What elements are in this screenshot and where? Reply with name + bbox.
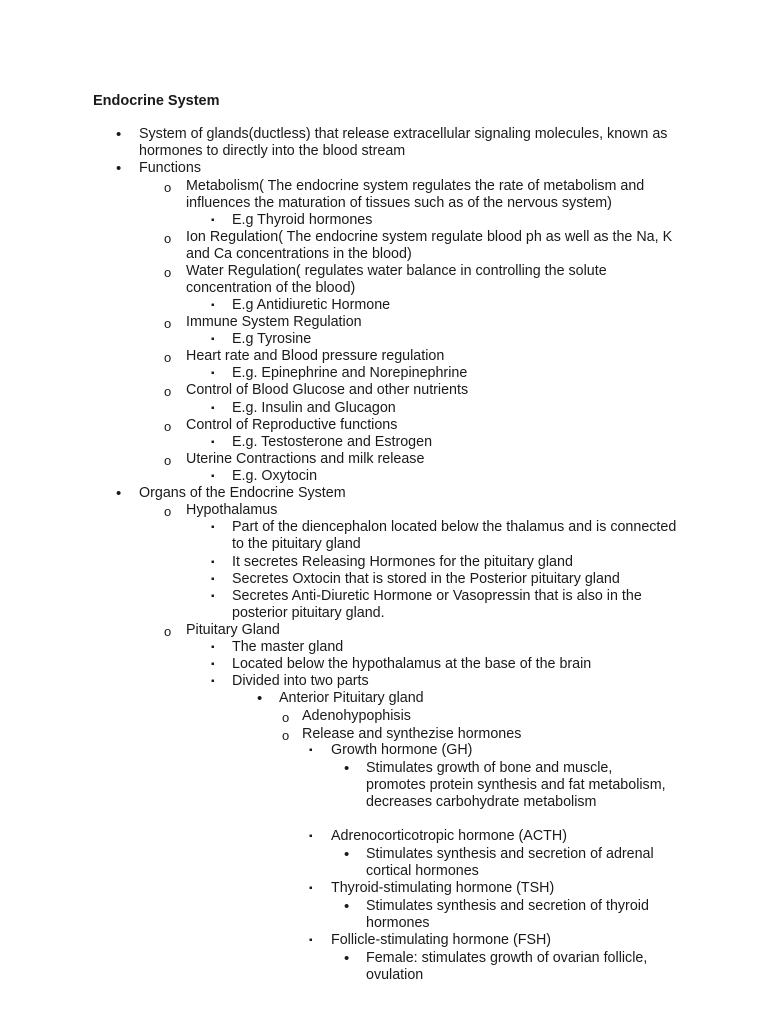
list-item <box>164 622 681 639</box>
list-item <box>211 519 680 553</box>
bullet-dot-icon: • <box>344 898 350 915</box>
list-item-text: The master gland <box>232 639 344 655</box>
list-item <box>344 760 666 811</box>
list-item-text: Adrenocorticotropic hormone (ACTH) <box>331 828 567 844</box>
list-item <box>164 229 681 263</box>
list-item <box>164 451 681 468</box>
bullet-circle-icon: o <box>282 710 290 725</box>
list-item <box>211 365 680 382</box>
list-item <box>309 828 631 845</box>
list-item <box>116 160 679 177</box>
list-item-text: Divided into two parts <box>232 673 369 689</box>
bullet-square-icon: ▪ <box>309 935 313 946</box>
list-item <box>211 468 680 485</box>
list-item <box>211 656 680 673</box>
bullet-dot-icon: • <box>344 846 350 863</box>
list-item-text: Water Regulation( regulates water balance in controlling the solute concentration of the blood) <box>186 263 607 296</box>
list-item <box>116 485 679 502</box>
list-item-text: Uterine Contractions and milk release <box>186 451 425 467</box>
list-item-text: Adenohypophisis <box>302 708 411 724</box>
bullet-square-icon: ▪ <box>211 403 215 414</box>
list-item <box>211 400 680 417</box>
list-item-text: Part of the diencephalon located below the thalamus and is connected to the pituitary gland <box>232 519 677 552</box>
list-item-text: Heart rate and Blood pressure regulation <box>186 348 445 364</box>
bullet-square-icon: ▪ <box>211 437 215 448</box>
list-item-text: Metabolism( The endocrine system regulates the rate of metabolism and influences the maturation of tissues such as of the nervous system) <box>186 178 645 211</box>
list-item <box>164 314 681 331</box>
list-item-text: E.g Antidiuretic Hormone <box>232 297 391 313</box>
bullet-circle-icon: o <box>164 265 172 280</box>
list-item <box>164 178 681 212</box>
list-item <box>211 331 680 348</box>
bullet-circle-icon: o <box>164 350 172 365</box>
list-item <box>164 263 681 297</box>
bullet-circle-icon: o <box>164 624 172 639</box>
bullet-square-icon: ▪ <box>211 368 215 379</box>
bullet-square-icon: ▪ <box>211 659 215 670</box>
list-item-text: Secretes Anti-Diuretic Hormone or Vasopressin that is also in the posterior pituitary gland. <box>232 588 642 621</box>
bullet-square-icon: ▪ <box>309 831 313 842</box>
list-item-text: It secretes Releasing Hormones for the pituitary gland <box>232 554 573 570</box>
list-item-text: Female: stimulates growth of ovarian follicle, ovulation <box>366 950 648 983</box>
list-item <box>164 382 681 399</box>
list-item <box>211 639 680 656</box>
list-item-text: Located below the hypothalamus at the base of the brain <box>232 656 592 672</box>
bullet-square-icon: ▪ <box>211 591 215 602</box>
bullet-square-icon: ▪ <box>211 557 215 568</box>
list-item-text: Hypothalamus <box>186 502 278 518</box>
list-item <box>211 434 680 451</box>
list-item <box>164 502 681 519</box>
list-item <box>309 880 631 897</box>
list-item-text: Stimulates synthesis and secretion of adrenal cortical hormones <box>366 846 654 879</box>
bullet-dot-icon: • <box>344 760 350 777</box>
list-item-text: Organs of the Endocrine System <box>139 485 346 501</box>
list-item-text: Stimulates growth of bone and muscle, promotes protein synthesis and fat metabolism, decreases carbohydrate metabolism <box>366 760 666 810</box>
bullet-dot-icon: • <box>257 690 263 707</box>
list-item <box>164 417 681 434</box>
list-item-text: Secretes Oxtocin that is stored in the Posterior pituitary gland <box>232 571 620 587</box>
list-item <box>211 673 680 690</box>
bullet-square-icon: ▪ <box>309 883 313 894</box>
list-item <box>282 708 602 725</box>
bullet-circle-icon: o <box>282 728 290 743</box>
list-item-text: System of glands(ductless) that release extracellular signaling molecules, known as hormones to directly into the blood stream <box>139 126 668 159</box>
list-item-text: E.g. Oxytocin <box>232 468 318 484</box>
list-item <box>211 554 680 571</box>
bullet-dot-icon: • <box>116 160 122 177</box>
list-item <box>309 932 631 949</box>
list-item-text: Functions <box>139 160 201 176</box>
bullet-circle-icon: o <box>164 384 172 399</box>
list-item-text: Release and synthezise hormones <box>302 726 522 742</box>
list-item-text: Control of Reproductive functions <box>186 417 398 433</box>
bullet-square-icon: ▪ <box>211 471 215 482</box>
list-item-text: Stimulates synthesis and secretion of thyroid hormones <box>366 898 649 931</box>
list-item-text: E.g. Epinephrine and Norepinephrine <box>232 365 468 381</box>
bullet-circle-icon: o <box>164 316 172 331</box>
bullet-circle-icon: o <box>164 180 172 195</box>
list-item <box>211 297 680 314</box>
list-item-text: Control of Blood Glucose and other nutrients <box>186 382 469 398</box>
list-item <box>211 212 680 229</box>
list-item <box>211 588 680 622</box>
list-item-text: Follicle-stimulating hormone (FSH) <box>331 932 552 948</box>
bullet-square-icon: ▪ <box>211 522 215 533</box>
list-item-text: Growth hormone (GH) <box>331 742 473 758</box>
list-item-text: Thyroid-stimulating hormone (TSH) <box>331 880 555 896</box>
list-item-text: Pituitary Gland <box>186 622 280 638</box>
list-item <box>344 898 666 932</box>
list-item-text: Immune System Regulation <box>186 314 362 330</box>
bullet-dot-icon: • <box>344 950 350 967</box>
bullet-circle-icon: o <box>164 504 172 519</box>
list-item <box>116 126 679 160</box>
list-item <box>211 571 680 588</box>
bullet-square-icon: ▪ <box>211 574 215 585</box>
bullet-dot-icon: • <box>116 126 122 143</box>
bullet-square-icon: ▪ <box>211 676 215 687</box>
bullet-dot-icon: • <box>116 485 122 502</box>
bullet-circle-icon: o <box>164 231 172 246</box>
list-item-text: E.g. Insulin and Glucagon <box>232 400 396 416</box>
list-item-text: E.g Thyroid hormones <box>232 212 373 228</box>
list-item-text: Ion Regulation( The endocrine system regulate blood ph as well as the Na, K and Ca concentrations in the blood) <box>186 229 673 262</box>
list-item-text: E.g. Testosterone and Estrogen <box>232 434 433 450</box>
bullet-square-icon: ▪ <box>211 334 215 345</box>
bullet-square-icon: ▪ <box>309 745 313 756</box>
list-item <box>164 348 681 365</box>
bullet-circle-icon: o <box>164 419 172 434</box>
list-item <box>309 742 631 759</box>
list-item <box>344 846 666 880</box>
list-item-text: E.g Tyrosine <box>232 331 312 347</box>
list-item <box>257 690 579 707</box>
bullet-square-icon: ▪ <box>211 642 215 653</box>
list-item-text: Anterior Pituitary gland <box>279 690 424 706</box>
page-title: Endocrine System <box>93 93 220 109</box>
list-item <box>344 950 666 984</box>
bullet-circle-icon: o <box>164 453 172 468</box>
bullet-square-icon: ▪ <box>211 215 215 226</box>
bullet-square-icon: ▪ <box>211 300 215 311</box>
list-item <box>282 726 602 743</box>
